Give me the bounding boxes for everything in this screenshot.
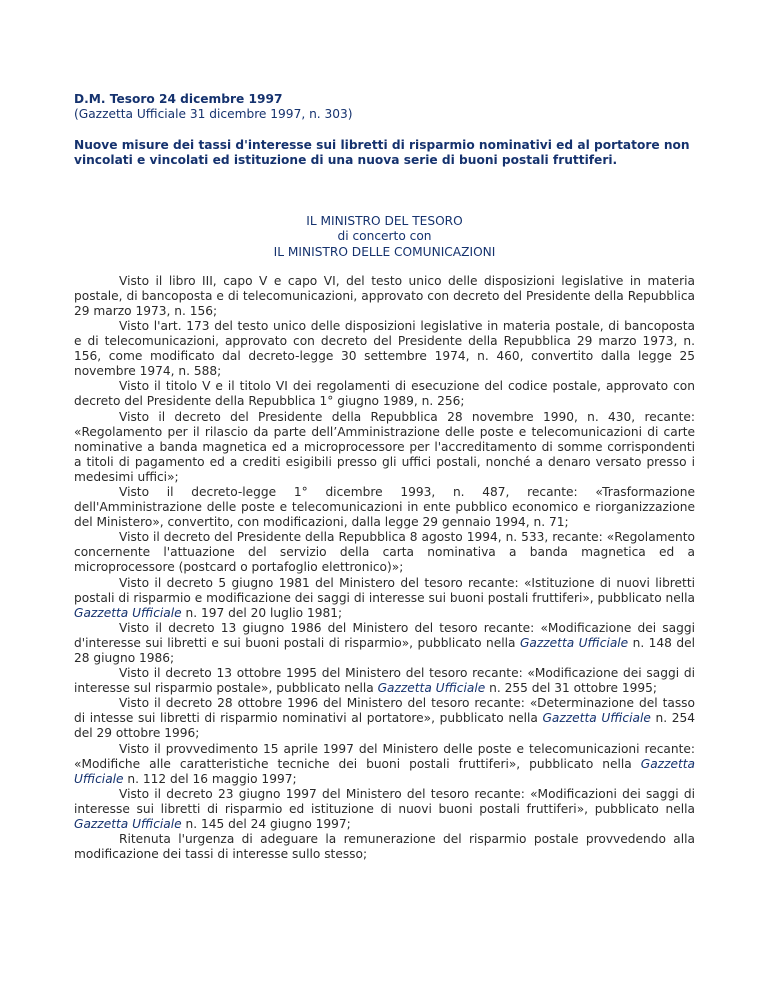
- paragraph-text: Visto il decreto 13 ottobre 1995 del Ministero del tesoro recante: «Modificazione dei saggi di interesse sul risparmio postale», pubblicato nella: [74, 666, 695, 696]
- paragraph-text: n. 197 del 20 luglio 1981;: [181, 605, 343, 620]
- authority-line-2: di concerto con: [337, 229, 432, 244]
- preamble: [74, 274, 695, 863]
- preamble-paragraph: [74, 576, 695, 621]
- document-subtitle: (Gazzetta Ufficiale 31 dicembre 1997, n. 303): [74, 107, 353, 122]
- preamble-paragraph: Visto il decreto-legge 1° dicembre 1993, n. 487, recante: «Trasformazione dell'Amministrazione delle poste e telecomunicazioni in ente pubblico economico e riorganizzazione del Ministero», convertito, con modificazioni, dalla legge 29 gennaio 1994, n. 71;: [74, 484, 695, 530]
- preamble-paragraph: Visto il titolo V e il titolo VI dei regolamenti di esecuzione del codice postale, approvato con decreto del Presidente della Repubblica 1° giugno 1989, n. 256;: [74, 379, 695, 409]
- preamble-paragraph: Visto il decreto del Presidente della Repubblica 28 novembre 1990, n. 430, recante: «Regolamento per il rilascio da parte dell’Amministrazione delle poste e telecomunicazioni di carte nominative a banda magnetica ed a microprocessore per l'accreditamento di somme corrispondenti a titoli di pagamento ed a crediti esigibili presso gli uffici postali, nonché a denaro versato presso i medesimi uffici»;: [74, 409, 695, 484]
- gazzetta-reference: Gazzetta Ufficiale: [74, 605, 182, 620]
- paragraph-text: n. 254 del 29 ottobre 1996;: [74, 711, 695, 741]
- preamble-paragraph: Ritenuta l'urgenza di adeguare la remunerazione del risparmio postale provvedendo alla modificazione dei tassi di interesse sullo stesso;: [74, 832, 695, 862]
- preamble-paragraph: [74, 696, 695, 741]
- gazzetta-reference: Gazzetta Ufficiale: [377, 681, 486, 696]
- gazzetta-reference: Gazzetta Ufficiale: [519, 635, 629, 650]
- gazzetta-reference: Gazzetta Ufficiale: [74, 817, 182, 832]
- preamble-paragraph: Visto il libro III, capo V e capo VI, del testo unico delle disposizioni legislative in materia postale, di bancoposta e di telecomunicazioni, approvato con decreto del Presidente della Repubblica 29 marzo 1973, n. 156;: [74, 273, 695, 318]
- preamble-paragraph: Visto il decreto del Presidente della Repubblica 8 agosto 1994, n. 533, recante: «Regolamento concernente l'attuazione del servizio della carta nominativa a banda magnetica ed a microprocessore (postcard o portafoglio elettronico)»;: [74, 530, 695, 575]
- preamble-paragraph: Visto l'art. 173 del testo unico delle disposizioni legislative in materia postale, di bancoposta e di telecomunicazioni, approvato con decreto del Presidente della Repubblica 29 marzo 1973, n. 156, come modificato dal decreto-legge 30 settembre 1974, n. 460, convertito dalla legge 25 novembre 1974, n. 588;: [74, 318, 695, 379]
- document-title: D.M. Tesoro 24 dicembre 1997: [74, 92, 283, 106]
- paragraph-text: n. 148 del 28 giugno 1986;: [74, 635, 695, 665]
- paragraph-text: n. 255 del 31 ottobre 1995;: [485, 681, 658, 696]
- paragraph-text: Visto il decreto 23 giugno 1997 del Ministero del tesoro recante: «Modificazioni dei saggi di interesse sui libretti di risparmio ed istituzione di nuovi buoni postali fruttiferi», pubblicato nella: [74, 786, 695, 816]
- authority-line-1: IL MINISTRO DEL TESORO: [306, 214, 463, 229]
- paragraph-text: Visto il decreto 28 ottobre 1996 del Ministero del tesoro recante: «Determinazione del tasso di intesse sui libretti di risparmio nominativi al portatore», pubblicato nella: [74, 696, 695, 726]
- preamble-paragraph: [74, 666, 695, 696]
- preamble-paragraph: [74, 621, 695, 666]
- document-heading: Nuove misure dei tassi d'interesse sui libretti di risparmio nominativi ed al portatore non vincolati e vincolati ed istituzione di una nuova serie di buoni postali fruttiferi.: [74, 138, 690, 168]
- preamble-paragraph: [74, 787, 695, 832]
- paragraph-text: n. 112 del 16 maggio 1997;: [123, 771, 297, 786]
- preamble-paragraph: [74, 742, 695, 787]
- authority-line-3: IL MINISTRO DELLE COMUNICAZIONI: [273, 244, 496, 259]
- gazzetta-reference: Gazzetta Ufficiale: [542, 711, 651, 726]
- paragraph-text: Visto il provvedimento 15 aprile 1997 del Ministero delle poste e telecomunicazioni recante: «Modifiche alle caratteristiche tecniche dei buoni postali fruttiferi», pubblicato nella: [74, 741, 695, 771]
- paragraph-text: Visto il decreto 13 giugno 1986 del Ministero del tesoro recante: «Modificazione dei saggi d'interesse sui libretti e sui buoni postali di risparmio», pubblicato nella: [74, 620, 695, 650]
- gazzetta-reference: Gazzetta Ufficiale: [74, 756, 695, 786]
- paragraph-text: Visto il decreto 5 giugno 1981 del Ministero del tesoro recante: «Istituzione di nuovi libretti postali di risparmio e modificazione dei saggi di interesse sui buoni postali fruttiferi», pubblicato nella: [74, 575, 695, 605]
- issuing-authority: [74, 214, 695, 259]
- paragraph-text: n. 145 del 24 giugno 1997;: [181, 817, 351, 832]
- document-page: [74, 92, 695, 862]
